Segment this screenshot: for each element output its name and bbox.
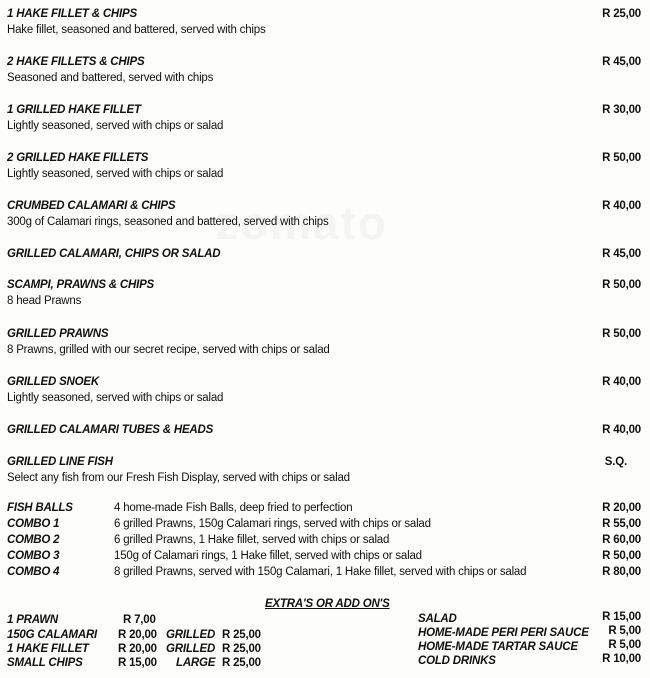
item-price: R 50,00 (602, 279, 641, 291)
menu-item (7, 328, 641, 356)
extra-price: R 20,00 (118, 629, 157, 641)
item-price: R 40,00 (602, 424, 641, 436)
combo-price: R 80,00 (602, 566, 641, 578)
combo-row (7, 550, 641, 566)
combo-desc: 6 grilled Prawns, 150g Calamari rings, served with chips or salad (114, 518, 431, 530)
extra-item (7, 629, 97, 641)
extra-item (7, 657, 83, 669)
item-price: R 45,00 (602, 248, 641, 260)
item-price: R 45,00 (602, 56, 641, 68)
item-price: R 40,00 (602, 376, 641, 388)
item-price: R 25,00 (602, 8, 641, 20)
combo-row (7, 566, 641, 582)
extra-alt: GRILLED (166, 629, 216, 641)
extra-name: 1 PRAWN (7, 614, 58, 626)
combo-price: R 20,00 (602, 502, 641, 514)
combo-price: R 50,00 (602, 550, 641, 562)
item-desc: Hake fillet, seasoned and battered, served with chips (7, 24, 266, 36)
item-name: 1 HAKE FILLET & CHIPS (7, 8, 137, 20)
extra-name: 1 HAKE FILLET (7, 643, 89, 655)
item-desc: Lightly seasoned, served with chips or salad (7, 392, 224, 404)
combo-desc: 6 grilled Prawns, 1 Hake fillet, served with chips or salad (114, 534, 390, 546)
item-name: GRILLED LINE FISH (7, 456, 113, 468)
combo-desc: 4 home-made Fish Balls, deep fried to perfection (114, 502, 353, 514)
extra-price: R 15,00 (118, 657, 157, 669)
extra-alt: LARGE (176, 657, 216, 669)
item-name: GRILLED CALAMARI TUBES & HEADS (7, 424, 214, 436)
extra-item: HOME-MADE TARTAR SAUCE (418, 641, 578, 653)
extra-price: R 5,00 (608, 625, 641, 637)
extra-item: SALAD (418, 613, 457, 625)
extra-alt-price: R 25,00 (222, 629, 261, 641)
item-desc: 8 head Prawns (7, 295, 82, 307)
item-desc: 300g of Calamari rings, seasoned and battered, served with chips (7, 216, 329, 228)
combo-name: FISH BALLS (7, 502, 73, 514)
extra-price: R 5,00 (608, 639, 641, 651)
item-desc: Select any fish from our Fresh Fish Display, served with chips or salad (7, 472, 350, 484)
item-price: R 50,00 (602, 152, 641, 164)
item-desc: 8 Prawns, grilled with our secret recipe, served with chips or salad (7, 344, 330, 356)
combo-name: COMBO 1 (7, 518, 60, 530)
combo-price: R 60,00 (602, 534, 641, 546)
combo-name: COMBO 4 (7, 566, 60, 578)
item-name: SCAMPI, PRAWNS & CHIPS (7, 279, 155, 291)
item-name: 1 GRILLED HAKE FILLET (7, 104, 141, 116)
combo-name: COMBO 2 (7, 534, 60, 546)
item-name: GRILLED SNOEK (7, 376, 99, 388)
item-price: R 40,00 (602, 200, 641, 212)
item-price: R 50,00 (602, 328, 641, 340)
menu-item (7, 8, 641, 36)
extra-alt-price: R 25,00 (222, 643, 261, 655)
extra-item (7, 643, 89, 655)
item-desc: Lightly seasoned, served with chips or salad (7, 120, 224, 132)
menu-item (7, 456, 641, 484)
extra-price: R 10,00 (602, 653, 641, 665)
menu-item (7, 279, 641, 307)
extra-item: HOME-MADE PERI PERI SAUCE (418, 627, 589, 639)
item-name: CRUMBED CALAMARI & CHIPS (7, 200, 176, 212)
combo-desc: 8 grilled Prawns, served with 150g Calamari, 1 Hake fillet, served with chips or salad (114, 566, 527, 578)
menu-item (7, 376, 641, 404)
item-name: GRILLED PRAWNS (7, 328, 109, 340)
item-name: GRILLED CALAMARI, CHIPS OR SALAD (7, 248, 221, 260)
extra-name: 150G CALAMARI (7, 629, 98, 641)
menu-item (7, 152, 641, 180)
menu-item (7, 56, 641, 84)
item-name: 2 HAKE FILLETS & CHIPS (7, 56, 145, 68)
combo-price: R 55,00 (602, 518, 641, 530)
menu-item (7, 200, 641, 228)
menu-item (7, 424, 641, 436)
item-price: R 30,00 (602, 104, 641, 116)
extra-price: R 20,00 (118, 643, 157, 655)
extras-heading: EXTRA'S OR ADD ON'S (265, 598, 390, 610)
combo-row (7, 518, 641, 534)
combo-row (7, 502, 641, 518)
menu-item (7, 104, 641, 132)
extra-alt: GRILLED (166, 643, 216, 655)
combo-desc: 150g of Calamari rings, 1 Hake fillet, served with chips or salad (114, 550, 422, 562)
item-price: S.Q. (604, 456, 627, 468)
item-desc: Lightly seasoned, served with chips or salad (7, 168, 224, 180)
extra-price: R 7,00 (123, 614, 156, 626)
combo-row (7, 534, 641, 550)
combo-name: COMBO 3 (7, 550, 60, 562)
extra-item: COLD DRINKS (418, 655, 496, 667)
extra-name: SMALL CHIPS (7, 657, 83, 669)
extra-price: R 15,00 (602, 611, 641, 623)
item-desc: Seasoned and battered, served with chips (7, 72, 214, 84)
extra-alt-price: R 25,00 (222, 657, 261, 669)
item-name: 2 GRILLED HAKE FILLETS (7, 152, 149, 164)
menu-item (7, 248, 641, 260)
extra-item (7, 614, 58, 626)
